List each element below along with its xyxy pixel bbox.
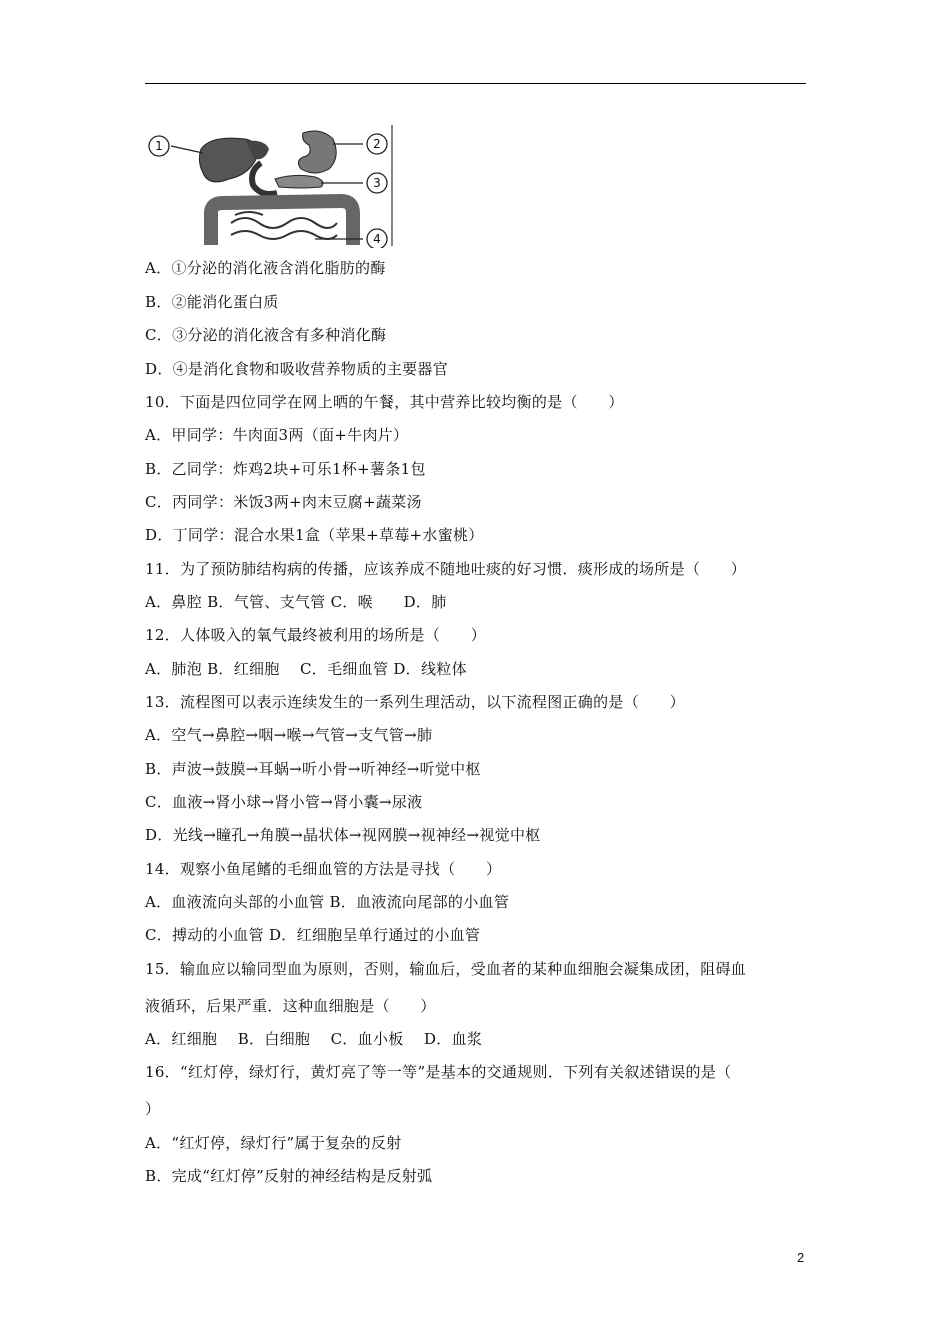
option-9c: C．③分泌的消化液含有多种消化酶 bbox=[145, 326, 387, 344]
question-10: 10．下面是四位同学在网上晒的午餐，其中营养比较均衡的是（ ） bbox=[145, 393, 624, 411]
question-16-line1: 16．“红灯停，绿灯行，黄灯亮了等一等”是基本的交通规则．下列有关叙述错误的是（ bbox=[145, 1063, 732, 1081]
question-15-line1: 15．输血应以输同型血为原则，否则，输血后，受血者的某种血细胞会凝集成团，阻碍血 bbox=[145, 960, 747, 978]
option-13a: A．空气→鼻腔→咽→喉→气管→支气管→肺 bbox=[145, 726, 433, 744]
option-13d: D．光线→瞳孔→角膜→晶状体→视网膜→视神经→视觉中枢 bbox=[145, 826, 541, 844]
question-11: 11．为了预防肺结构病的传播，应该养成不随地吐痰的好习惯．痰形成的场所是（ ） bbox=[145, 560, 747, 578]
digestive-system-figure bbox=[145, 123, 395, 248]
question-14: 14．观察小鱼尾鳍的毛细血管的方法是寻找（ ） bbox=[145, 860, 502, 878]
option-10a: A．甲同学：牛肉面3两（面+牛肉片） bbox=[145, 426, 409, 444]
question-15-line2: 液循环，后果严重．这种血细胞是（ ） bbox=[145, 997, 436, 1015]
option-16b: B．完成“红灯停”反射的神经结构是反射弧 bbox=[145, 1167, 433, 1185]
question-12: 12．人体吸入的氧气最终被利用的场所是（ ） bbox=[145, 626, 486, 644]
option-9d: D．④是消化食物和吸收营养物质的主要器官 bbox=[145, 360, 449, 378]
option-10b: B．乙同学：炸鸡2块+可乐1杯+薯条1包 bbox=[145, 460, 426, 478]
svg-text:3: 3 bbox=[373, 176, 381, 190]
header-rule bbox=[145, 83, 806, 84]
options-12: A．肺泡 B．红细胞 C．毛细血管 D．线粒体 bbox=[145, 660, 467, 678]
question-16-line2: ） bbox=[145, 1100, 161, 1118]
options-11: A．鼻腔 B．气管、支气管 C．喉 D．肺 bbox=[145, 593, 447, 611]
page-number: 2 bbox=[797, 1250, 805, 1265]
option-13c: C．血液→肾小球→肾小管→肾小囊→尿液 bbox=[145, 793, 423, 811]
option-9b: B．②能消化蛋白质 bbox=[145, 293, 279, 311]
options-14cd: C．搏动的小血管 D．红细胞呈单行通过的小血管 bbox=[145, 926, 481, 944]
option-9a: A．①分泌的消化液含消化脂肪的酶 bbox=[145, 259, 386, 277]
option-10c: C．丙同学：米饭3两+肉末豆腐+蔬菜汤 bbox=[145, 493, 422, 511]
svg-text:2: 2 bbox=[373, 137, 381, 151]
question-13: 13．流程图可以表示连续发生的一系列生理活动，以下流程图正确的是（ ） bbox=[145, 693, 685, 711]
option-10d: D．丁同学：混合水果1盒（苹果+草莓+水蜜桃） bbox=[145, 526, 484, 544]
svg-text:4: 4 bbox=[373, 232, 381, 246]
svg-text:1: 1 bbox=[155, 139, 163, 153]
option-13b: B．声波→鼓膜→耳蜗→听小骨→听神经→听觉中枢 bbox=[145, 760, 481, 778]
option-16a: A．“红灯停，绿灯行”属于复杂的反射 bbox=[145, 1134, 402, 1152]
options-14ab: A．血液流向头部的小血管 B．血液流向尾部的小血管 bbox=[145, 893, 510, 911]
options-15: A．红细胞 B．白细胞 C．血小板 D．血浆 bbox=[145, 1030, 483, 1048]
